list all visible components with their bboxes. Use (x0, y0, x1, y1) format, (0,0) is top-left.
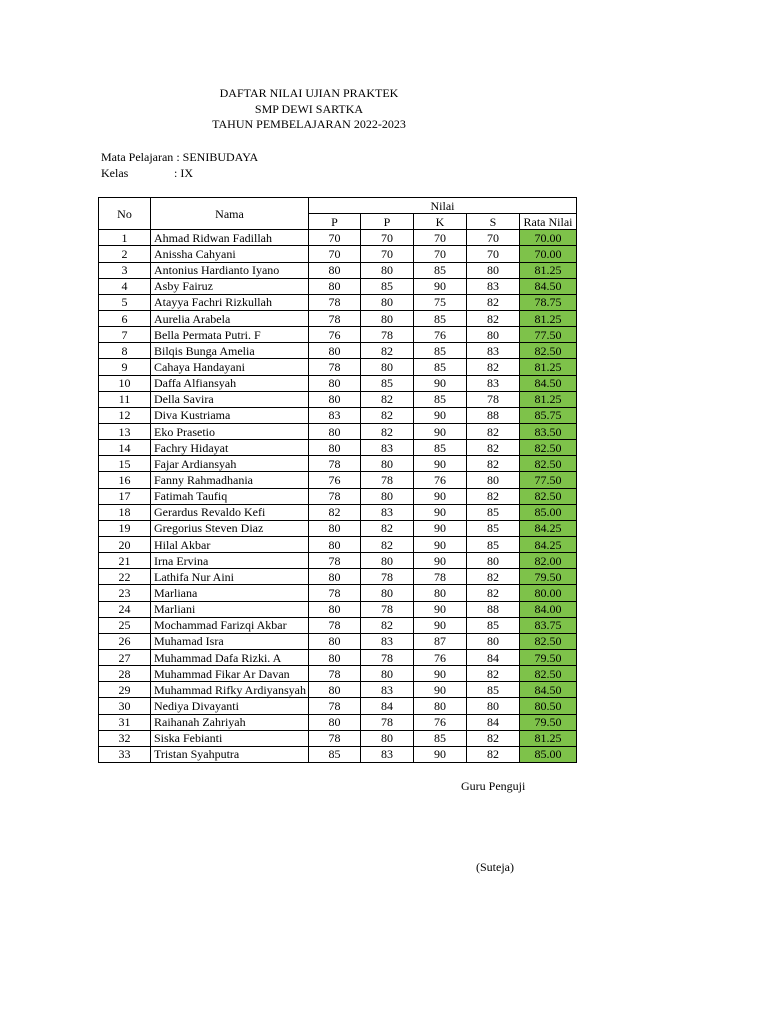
cell-name: Antonius Hardianto Iyano (151, 262, 309, 278)
cell-average: 83.50 (520, 423, 577, 439)
cell-p1: 85 (309, 746, 361, 762)
column-header-p2: P (361, 214, 414, 230)
cell-p1: 80 (309, 440, 361, 456)
cell-p2: 70 (361, 230, 414, 246)
table-row (99, 343, 577, 359)
cell-p2: 80 (361, 553, 414, 569)
cell-no: 6 (99, 310, 151, 326)
cell-p1: 80 (309, 375, 361, 391)
cell-average: 84.50 (520, 375, 577, 391)
table-row (99, 504, 577, 520)
cell-name: Siska Febianti (151, 730, 309, 746)
cell-p1: 76 (309, 472, 361, 488)
cell-p2: 80 (361, 666, 414, 682)
cell-p1: 80 (309, 536, 361, 552)
cell-s: 82 (467, 423, 520, 439)
cell-average: 83.75 (520, 617, 577, 633)
cell-k: 78 (414, 569, 467, 585)
cell-k: 76 (414, 649, 467, 665)
column-group-nilai: Nilai (309, 198, 577, 214)
cell-p2: 82 (361, 536, 414, 552)
table-row (99, 536, 577, 552)
table-row (99, 488, 577, 504)
cell-p2: 80 (361, 730, 414, 746)
cell-p1: 80 (309, 520, 361, 536)
cell-k: 90 (414, 746, 467, 762)
cell-p1: 80 (309, 262, 361, 278)
cell-average: 77.50 (520, 327, 577, 343)
cell-k: 90 (414, 407, 467, 423)
cell-s: 82 (467, 569, 520, 585)
header-row-top (99, 198, 577, 214)
cell-p1: 78 (309, 456, 361, 472)
cell-name: Aurelia Arabela (151, 310, 309, 326)
cell-no: 25 (99, 617, 151, 633)
cell-p2: 80 (361, 262, 414, 278)
cell-name: Ahmad Ridwan Fadillah (151, 230, 309, 246)
table-row (99, 294, 577, 310)
cell-p2: 80 (361, 310, 414, 326)
cell-s: 82 (467, 585, 520, 601)
cell-k: 90 (414, 666, 467, 682)
cell-name: Marliani (151, 601, 309, 617)
cell-k: 87 (414, 633, 467, 649)
cell-k: 70 (414, 246, 467, 262)
class-label: Kelas (101, 166, 129, 180)
cell-k: 85 (414, 359, 467, 375)
cell-name: Hilal Akbar (151, 536, 309, 552)
column-header-name: Nama (151, 198, 309, 230)
cell-s: 85 (467, 682, 520, 698)
cell-s: 88 (467, 601, 520, 617)
cell-k: 90 (414, 504, 467, 520)
column-header-s: S (467, 214, 520, 230)
cell-p2: 70 (361, 246, 414, 262)
cell-k: 85 (414, 262, 467, 278)
cell-no: 19 (99, 520, 151, 536)
table-row (99, 262, 577, 278)
cell-p1: 80 (309, 391, 361, 407)
cell-average: 84.00 (520, 601, 577, 617)
cell-p1: 78 (309, 310, 361, 326)
cell-s: 83 (467, 278, 520, 294)
cell-name: Bilqis Bunga Amelia (151, 343, 309, 359)
cell-p2: 78 (361, 327, 414, 343)
cell-p2: 82 (361, 343, 414, 359)
cell-average: 85.00 (520, 746, 577, 762)
cell-no: 3 (99, 262, 151, 278)
cell-average: 82.50 (520, 666, 577, 682)
cell-average: 85.00 (520, 504, 577, 520)
cell-name: Marliana (151, 585, 309, 601)
cell-k: 90 (414, 456, 467, 472)
cell-k: 90 (414, 488, 467, 504)
cell-average: 77.50 (520, 472, 577, 488)
cell-k: 75 (414, 294, 467, 310)
cell-average: 80.00 (520, 585, 577, 601)
cell-name: Daffa Alfiansyah (151, 375, 309, 391)
cell-p1: 80 (309, 714, 361, 730)
cell-average: 82.50 (520, 456, 577, 472)
cell-name: Bella Permata Putri. F (151, 327, 309, 343)
cell-no: 33 (99, 746, 151, 762)
table-row (99, 359, 577, 375)
cell-average: 84.25 (520, 520, 577, 536)
document-header (160, 86, 458, 133)
cell-name: Gerardus Revaldo Kefi (151, 504, 309, 520)
cell-s: 85 (467, 520, 520, 536)
cell-name: Della Savira (151, 391, 309, 407)
document-title: DAFTAR NILAI UJIAN PRAKTEK (219, 86, 399, 100)
table-row (99, 310, 577, 326)
document-meta (101, 150, 258, 182)
cell-name: Muhammad Rifky Ardiyansyah (151, 682, 309, 698)
table-row (99, 327, 577, 343)
cell-p1: 76 (309, 327, 361, 343)
cell-p1: 80 (309, 633, 361, 649)
table-row (99, 698, 577, 714)
cell-no: 32 (99, 730, 151, 746)
table-row (99, 456, 577, 472)
cell-average: 84.25 (520, 536, 577, 552)
table-row (99, 407, 577, 423)
cell-p1: 78 (309, 488, 361, 504)
table-row (99, 520, 577, 536)
cell-p2: 80 (361, 294, 414, 310)
cell-s: 80 (467, 472, 520, 488)
cell-average: 85.75 (520, 407, 577, 423)
column-header-average: Rata Nilai (520, 214, 577, 230)
cell-s: 88 (467, 407, 520, 423)
cell-p1: 78 (309, 698, 361, 714)
cell-no: 15 (99, 456, 151, 472)
table-row (99, 601, 577, 617)
cell-name: Fachry Hidayat (151, 440, 309, 456)
cell-s: 84 (467, 714, 520, 730)
table-row (99, 375, 577, 391)
cell-average: 81.25 (520, 391, 577, 407)
table-row (99, 714, 577, 730)
cell-k: 85 (414, 730, 467, 746)
class-row (101, 166, 258, 182)
table-row (99, 633, 577, 649)
cell-p1: 78 (309, 585, 361, 601)
cell-s: 82 (467, 730, 520, 746)
cell-no: 1 (99, 230, 151, 246)
cell-average: 82.50 (520, 488, 577, 504)
cell-p2: 80 (361, 585, 414, 601)
cell-no: 11 (99, 391, 151, 407)
cell-average: 81.25 (520, 262, 577, 278)
cell-average: 70.00 (520, 246, 577, 262)
cell-p2: 83 (361, 633, 414, 649)
school-name: SMP DEWI SARTKA (254, 101, 364, 116)
cell-name: Irna Ervina (151, 553, 309, 569)
cell-no: 24 (99, 601, 151, 617)
table-row (99, 391, 577, 407)
cell-p2: 83 (361, 504, 414, 520)
cell-p1: 83 (309, 407, 361, 423)
cell-no: 20 (99, 536, 151, 552)
table-body (99, 230, 577, 763)
cell-p1: 78 (309, 553, 361, 569)
cell-name: Raihanah Zahriyah (151, 714, 309, 730)
cell-p2: 78 (361, 569, 414, 585)
cell-k: 76 (414, 714, 467, 730)
cell-no: 17 (99, 488, 151, 504)
cell-s: 84 (467, 649, 520, 665)
cell-p2: 78 (361, 601, 414, 617)
cell-p1: 80 (309, 649, 361, 665)
cell-s: 82 (467, 440, 520, 456)
table-row (99, 569, 577, 585)
table-row (99, 666, 577, 682)
cell-k: 90 (414, 536, 467, 552)
cell-average: 82.00 (520, 553, 577, 569)
cell-k: 85 (414, 440, 467, 456)
subject-value: : SENIBUDAYA (176, 150, 259, 164)
cell-s: 70 (467, 246, 520, 262)
academic-year: TAHUN PEMBELAJARAN 2022-2023 (212, 117, 406, 131)
cell-p1: 80 (309, 278, 361, 294)
cell-name: Tristan Syahputra (151, 746, 309, 762)
cell-k: 90 (414, 617, 467, 633)
cell-no: 4 (99, 278, 151, 294)
cell-k: 85 (414, 310, 467, 326)
cell-s: 82 (467, 488, 520, 504)
cell-k: 85 (414, 391, 467, 407)
table-row (99, 617, 577, 633)
cell-k: 85 (414, 343, 467, 359)
cell-k: 76 (414, 472, 467, 488)
cell-name: Fajar Ardiansyah (151, 456, 309, 472)
cell-k: 80 (414, 585, 467, 601)
cell-name: Fanny Rahmadhania (151, 472, 309, 488)
cell-average: 79.50 (520, 569, 577, 585)
cell-no: 29 (99, 682, 151, 698)
cell-name: Lathifa Nur Aini (151, 569, 309, 585)
cell-s: 85 (467, 504, 520, 520)
cell-s: 82 (467, 310, 520, 326)
cell-k: 70 (414, 230, 467, 246)
cell-p2: 82 (361, 423, 414, 439)
cell-p2: 80 (361, 456, 414, 472)
cell-average: 81.25 (520, 310, 577, 326)
cell-no: 16 (99, 472, 151, 488)
cell-name: Atayya Fachri Rizkullah (151, 294, 309, 310)
cell-p2: 84 (361, 698, 414, 714)
cell-s: 80 (467, 327, 520, 343)
cell-average: 84.50 (520, 278, 577, 294)
cell-p1: 80 (309, 682, 361, 698)
cell-no: 31 (99, 714, 151, 730)
cell-p2: 83 (361, 440, 414, 456)
cell-s: 70 (467, 230, 520, 246)
cell-average: 79.50 (520, 714, 577, 730)
cell-s: 83 (467, 375, 520, 391)
cell-k: 76 (414, 327, 467, 343)
cell-p1: 78 (309, 666, 361, 682)
cell-p2: 85 (361, 375, 414, 391)
cell-no: 5 (99, 294, 151, 310)
cell-p1: 80 (309, 569, 361, 585)
cell-no: 2 (99, 246, 151, 262)
cell-p2: 78 (361, 649, 414, 665)
cell-p1: 70 (309, 230, 361, 246)
cell-s: 82 (467, 359, 520, 375)
cell-no: 22 (99, 569, 151, 585)
cell-name: Muhammad Fikar Ar Davan (151, 666, 309, 682)
column-header-p1: P (309, 214, 361, 230)
table-row (99, 246, 577, 262)
cell-average: 81.25 (520, 730, 577, 746)
cell-k: 90 (414, 682, 467, 698)
cell-name: Mochammad Farizqi Akbar (151, 617, 309, 633)
cell-k: 90 (414, 520, 467, 536)
cell-name: Cahaya Handayani (151, 359, 309, 375)
class-value: : IX (174, 166, 193, 180)
cell-no: 23 (99, 585, 151, 601)
cell-p1: 78 (309, 617, 361, 633)
cell-k: 90 (414, 423, 467, 439)
cell-name: Asby Fairuz (151, 278, 309, 294)
cell-p1: 78 (309, 730, 361, 746)
table-row (99, 553, 577, 569)
cell-s: 80 (467, 698, 520, 714)
cell-average: 84.50 (520, 682, 577, 698)
cell-s: 82 (467, 294, 520, 310)
column-header-no: No (99, 198, 151, 230)
table-row (99, 682, 577, 698)
signature-name: (Suteja) (476, 860, 514, 874)
cell-p2: 83 (361, 746, 414, 762)
table-header (99, 198, 577, 230)
cell-no: 13 (99, 423, 151, 439)
cell-p2: 82 (361, 520, 414, 536)
cell-p1: 80 (309, 343, 361, 359)
cell-average: 70.00 (520, 230, 577, 246)
cell-average: 80.50 (520, 698, 577, 714)
cell-no: 18 (99, 504, 151, 520)
table-row (99, 440, 577, 456)
column-header-k: K (414, 214, 467, 230)
cell-p1: 80 (309, 601, 361, 617)
cell-s: 85 (467, 536, 520, 552)
cell-no: 27 (99, 649, 151, 665)
cell-no: 30 (99, 698, 151, 714)
cell-s: 85 (467, 617, 520, 633)
cell-s: 82 (467, 746, 520, 762)
grades-table (98, 197, 577, 763)
cell-no: 14 (99, 440, 151, 456)
table-row (99, 230, 577, 246)
cell-no: 21 (99, 553, 151, 569)
subject-label: Mata Pelajaran (101, 150, 174, 164)
cell-no: 28 (99, 666, 151, 682)
cell-no: 26 (99, 633, 151, 649)
cell-p1: 78 (309, 294, 361, 310)
cell-average: 78.75 (520, 294, 577, 310)
table-row (99, 730, 577, 746)
cell-p1: 82 (309, 504, 361, 520)
table-row (99, 423, 577, 439)
table-row (99, 278, 577, 294)
cell-p1: 80 (309, 423, 361, 439)
cell-p1: 78 (309, 359, 361, 375)
cell-average: 81.25 (520, 359, 577, 375)
table-row (99, 746, 577, 762)
cell-s: 83 (467, 343, 520, 359)
cell-s: 82 (467, 666, 520, 682)
cell-p2: 80 (361, 359, 414, 375)
cell-p2: 82 (361, 391, 414, 407)
cell-no: 7 (99, 327, 151, 343)
cell-average: 82.50 (520, 343, 577, 359)
signature-title: Guru Penguji (461, 779, 526, 793)
cell-p2: 80 (361, 488, 414, 504)
cell-name: Nediya Divayanti (151, 698, 309, 714)
cell-name: Muhamad Isra (151, 633, 309, 649)
table-row (99, 472, 577, 488)
cell-p2: 82 (361, 407, 414, 423)
cell-k: 90 (414, 601, 467, 617)
cell-name: Diva Kustriama (151, 407, 309, 423)
cell-p2: 78 (361, 472, 414, 488)
cell-s: 80 (467, 633, 520, 649)
cell-average: 79.50 (520, 649, 577, 665)
cell-no: 8 (99, 343, 151, 359)
cell-p2: 82 (361, 617, 414, 633)
cell-name: Eko Prasetio (151, 423, 309, 439)
cell-k: 90 (414, 375, 467, 391)
cell-name: Fatimah Taufiq (151, 488, 309, 504)
cell-k: 90 (414, 278, 467, 294)
table-row (99, 585, 577, 601)
cell-p1: 70 (309, 246, 361, 262)
cell-no: 10 (99, 375, 151, 391)
cell-name: Muhammad Dafa Rizki. A (151, 649, 309, 665)
table-row (99, 649, 577, 665)
subject-row (101, 150, 258, 166)
cell-s: 80 (467, 262, 520, 278)
cell-average: 82.50 (520, 633, 577, 649)
cell-s: 82 (467, 456, 520, 472)
cell-p2: 83 (361, 682, 414, 698)
cell-s: 80 (467, 553, 520, 569)
cell-k: 80 (414, 698, 467, 714)
cell-k: 90 (414, 553, 467, 569)
cell-p2: 85 (361, 278, 414, 294)
cell-name: Anissha Cahyani (151, 246, 309, 262)
cell-name: Gregorius Steven Diaz (151, 520, 309, 536)
cell-no: 12 (99, 407, 151, 423)
cell-p2: 78 (361, 714, 414, 730)
cell-no: 9 (99, 359, 151, 375)
cell-average: 82.50 (520, 440, 577, 456)
cell-s: 78 (467, 391, 520, 407)
